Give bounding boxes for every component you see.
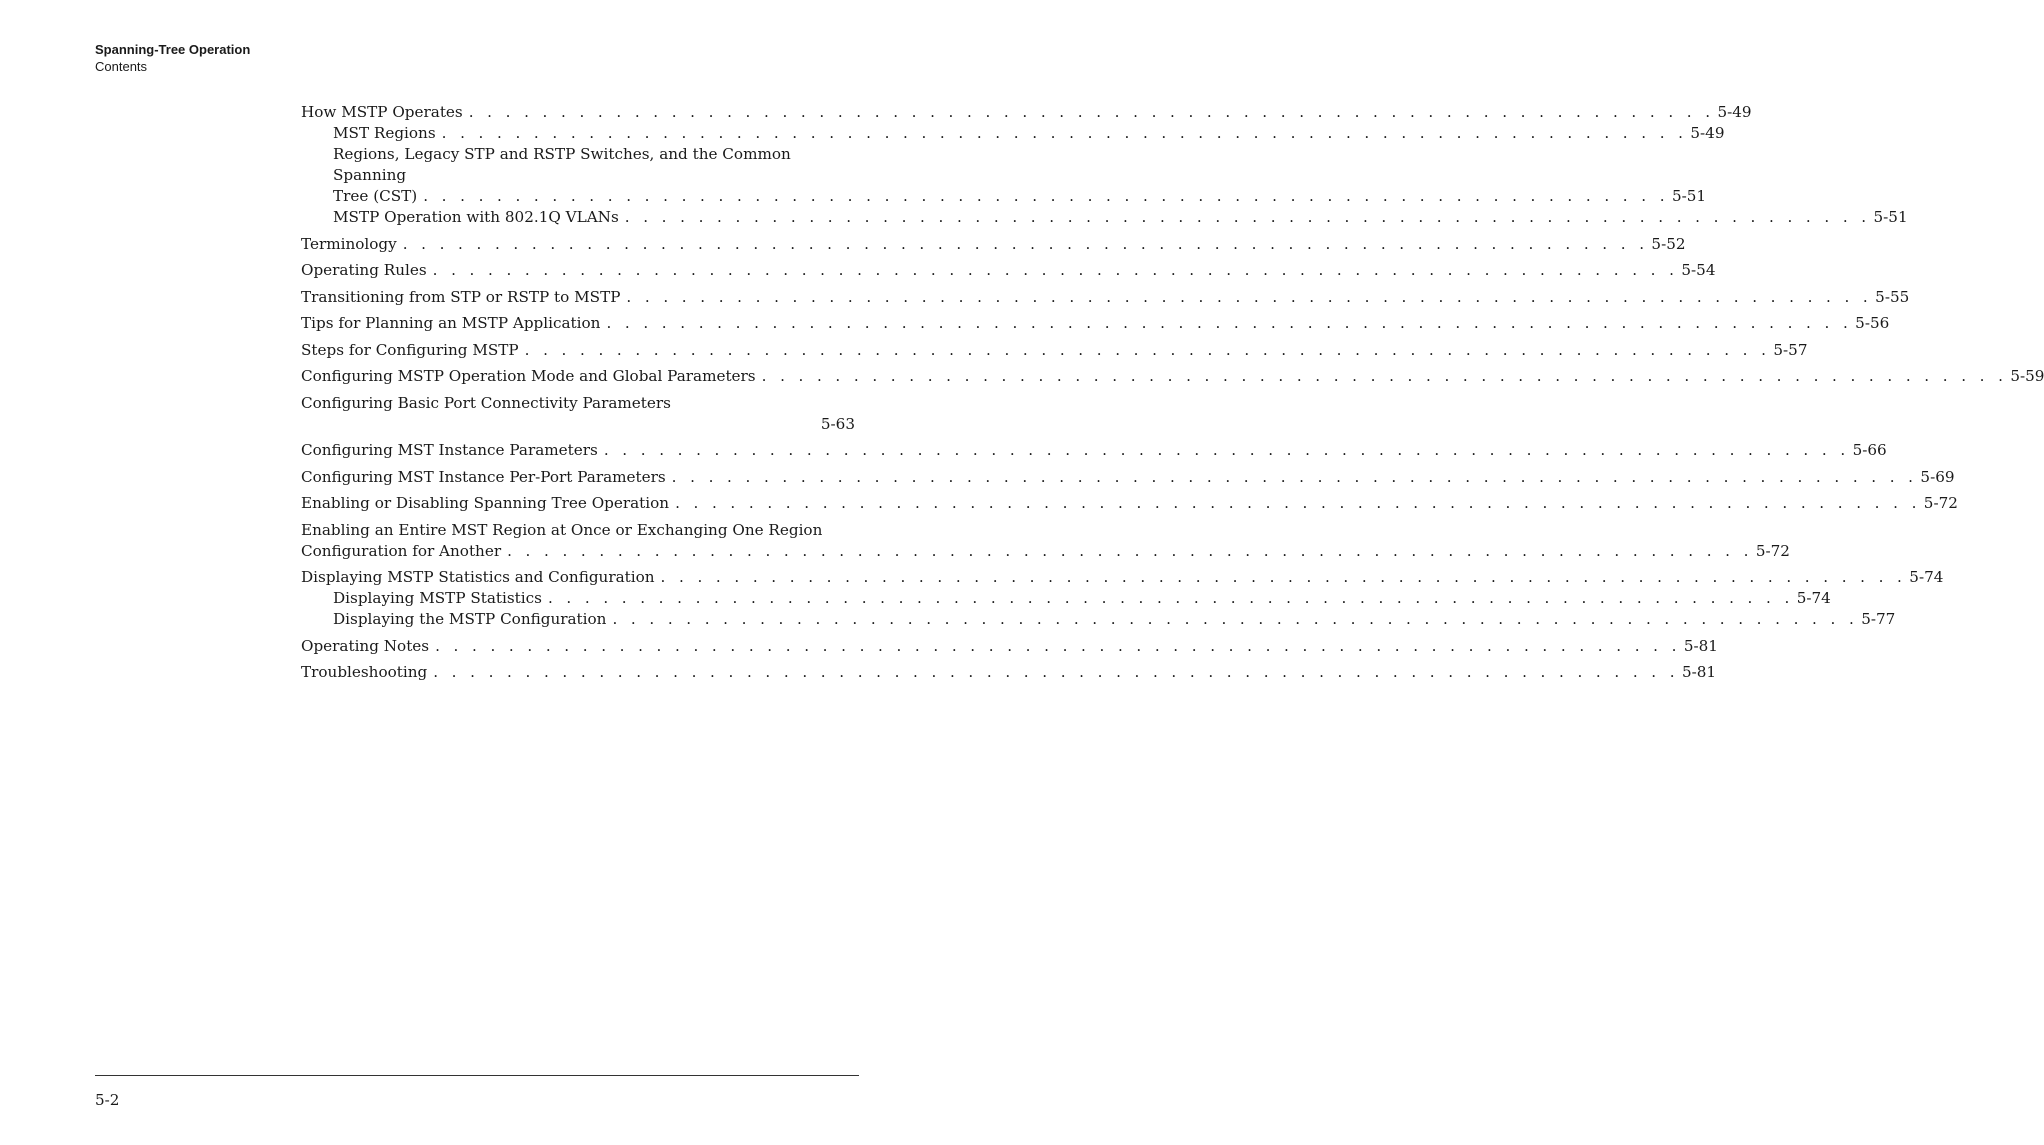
toc-entry-how-mstp-operates xyxy=(301,102,1908,228)
toc-page-number: 5-49 xyxy=(1690,124,1725,142)
toc-subentry-configuration[interactable] xyxy=(301,609,1896,630)
toc-entry-title: Displaying MSTP Statistics and Configuration xyxy=(301,568,655,586)
toc-row[interactable] xyxy=(301,541,1790,562)
toc-row[interactable] xyxy=(301,260,1716,281)
toc-page-number: 5-77 xyxy=(1861,610,1896,628)
toc-row[interactable] xyxy=(301,313,1890,334)
dot-leader: . . . . . . . . . . . . . . . . . . . . . . . . . . . . . . . . . . . . . . . . . . . . . . . . . . . . . . . . . . . . . . . . . . . . xyxy=(606,314,1853,332)
toc-row[interactable] xyxy=(301,467,1955,488)
dot-leader: . . . . . . . . . . . . . . . . . . . . . . . . . . . . . . . . . . . . . . . . . . . . . . . . . . . . . . . . . . . . . . . . . . . . xyxy=(547,589,1794,607)
toc-entry-enable-disable xyxy=(301,493,1958,514)
dot-leader: . . . . . . . . . . . . . . . . . . . . . . . . . . . . . . . . . . . . . . . . . . . . . . . . . . . . . . . . . . . . . . . . . . . . xyxy=(507,541,1753,560)
toc-entry-op-mode xyxy=(301,366,2044,387)
toc-row[interactable] xyxy=(301,493,1958,514)
toc-page-number: 5-72 xyxy=(1755,541,1790,560)
toc-page-number: 5-57 xyxy=(1773,340,1808,359)
dot-leader: . . . . . . . . . . . . . . . . . . . . . . . . . . . . . . . . . . . . . . . . . . . . . . . . . . . . . . . . . . . . . . . . . . . . xyxy=(423,187,1669,205)
toc-page-number[interactable]: 5-63 xyxy=(820,414,855,433)
toc-entry-title[interactable]: Configuring Basic Port Connectivity Parameters xyxy=(301,393,671,412)
toc-page-number: 5-51 xyxy=(1671,187,1707,205)
toc-row[interactable] xyxy=(301,102,1752,123)
toc-entry-title: Enabling or Disabling Spanning Tree Operation xyxy=(301,494,670,512)
toc-entry-title: Transitioning from STP or RSTP to MSTP xyxy=(301,287,621,306)
toc-page-number: 5-59 xyxy=(2010,367,2044,385)
dot-leader: . . . . . . . . . . . . . . . . . . . . . . . . . . . . . . . . . . . . . . . . . . . . . . . . . . . . . . . . . . . . . . . . . . . . xyxy=(433,663,1679,681)
toc-entry-title: Terminology xyxy=(301,234,397,253)
toc-entry-transitioning xyxy=(301,287,1910,308)
dot-leader: . . . . . . . . . . . . . . . . . . . . . . . . . . . . . . . . . . . . . . . . . . . . . . . . . . . . . . . . . . . . . . . . . . . . xyxy=(441,124,1688,142)
toc-entry-title: Configuring MST Instance Parameters xyxy=(301,441,598,459)
toc-page-number: 5-74 xyxy=(1796,589,1831,607)
toc-row[interactable] xyxy=(301,366,2044,387)
toc-page-number: 5-56 xyxy=(1855,314,1890,332)
toc-subentry-regions-legacy[interactable] xyxy=(301,186,1707,207)
toc-row[interactable] xyxy=(301,340,1808,361)
toc-row[interactable] xyxy=(301,440,1887,461)
toc-page-number: 5-81 xyxy=(1683,636,1718,655)
toc-entry-tips xyxy=(301,313,1890,334)
dot-leader: . . . . . . . . . . . . . . . . . . . . . . . . . . . . . . . . . . . . . . . . . . . . . . . . . . . . . . . . . . . . . . . . . . . . xyxy=(432,261,1679,279)
toc-entry-title: Tips for Planning an MSTP Application xyxy=(301,314,601,332)
toc-entry-steps xyxy=(301,340,1808,361)
toc-page-number: 5-51 xyxy=(1873,208,1908,226)
dot-leader: . . . . . . . . . . . . . . . . . . . . . . . . . . . . . . . . . . . . . . . . . . . . . . . . . . . . . . . . . . . . . . . . . . . . xyxy=(671,467,1918,486)
toc-subentry-statistics[interactable] xyxy=(301,588,1831,609)
dot-leader: . . . . . . . . . . . . . . . . . . . . . . . . . . . . . . . . . . . . . . . . . . . . . . . . . . . . . . . . . . . . . . . . . . . . xyxy=(524,340,1771,359)
toc-page-number: 5-55 xyxy=(1875,287,1910,306)
toc-entry-port-connectivity xyxy=(301,393,855,435)
toc-entry-title: Operating Rules xyxy=(301,261,427,279)
dot-leader: . . . . . . . . . . . . . . . . . . . . . . . . . . . . . . . . . . . . . . . . . . . . . . . . . . . . . . . . . . . . . . . . . . . . xyxy=(675,494,1921,512)
toc-entry-mst-per-port xyxy=(301,467,1955,488)
page-number: 5-2 xyxy=(95,1091,120,1109)
toc-row[interactable] xyxy=(301,287,1910,308)
toc-entry-title: Displaying MSTP Statistics xyxy=(333,589,542,607)
toc-entry-operating-notes xyxy=(301,636,1718,657)
running-head-title: Spanning-Tree Operation xyxy=(95,42,251,57)
dot-leader: . . . . . . . . . . . . . . . . . . . . . . . . . . . . . . . . . . . . . . . . . . . . . . . . . . . . . . . . . . . . . . . . . . . . xyxy=(626,287,1873,306)
toc-row[interactable] xyxy=(301,567,1944,588)
toc-subentry-mstp-802-1q[interactable] xyxy=(301,207,1908,228)
toc-entry-mst-instance xyxy=(301,440,1887,461)
toc-subentry-mst-regions[interactable] xyxy=(301,123,1725,144)
toc-entry-title: How MSTP Operates xyxy=(301,103,463,121)
toc-page-number: 5-52 xyxy=(1651,234,1686,253)
toc-entry-title: Configuring MSTP Operation Mode and Global Parameters xyxy=(301,367,756,385)
toc-entry-title: MSTP Operation with 802.1Q VLANs xyxy=(333,208,619,226)
toc-entry-title: Configuring MST Instance Per-Port Parameters xyxy=(301,467,666,486)
toc-entry-displaying xyxy=(301,567,1944,630)
dot-leader: . . . . . . . . . . . . . . . . . . . . . . . . . . . . . . . . . . . . . . . . . . . . . . . . . . . . . . . . . . . . . . . . . . . . xyxy=(624,208,1871,226)
toc-page-number: 5-81 xyxy=(1681,663,1717,681)
dot-leader: . . . . . . . . . . . . . . . . . . . . . . . . . . . . . . . . . . . . . . . . . . . . . . . . . . . . . . . . . . . . . . . . . . . . xyxy=(761,367,2008,385)
toc-entry-troubleshooting xyxy=(301,662,1717,683)
dot-leader: . . . . . . . . . . . . . . . . . . . . . . . . . . . . . . . . . . . . . . . . . . . . . . . . . . . . . . . . . . . . . . . . . . . . xyxy=(612,610,1859,628)
running-head-subtitle: Contents xyxy=(95,59,148,74)
toc-entry-terminology xyxy=(301,234,1686,255)
toc-entry-title: MST Regions xyxy=(333,124,436,142)
dot-leader: . . . . . . . . . . . . . . . . . . . . . . . . . . . . . . . . . . . . . . . . . . . . . . . . . . . . . . . . . . . . . . . . . . . . xyxy=(603,441,1850,459)
toc-entry-title: Operating Notes xyxy=(301,636,430,655)
toc-row[interactable] xyxy=(301,636,1718,657)
toc-entry-title: Configuration for Another xyxy=(301,541,502,560)
toc-page-number: 5-54 xyxy=(1681,261,1716,279)
footer-rule xyxy=(95,1075,859,1076)
toc-subentry-regions-legacy-line1[interactable]: Regions, Legacy STP and RSTP Switches, and the Common Spanning xyxy=(333,145,791,184)
toc-entry-title-line1[interactable]: Enabling an Entire MST Region at Once or Exchanging One Region xyxy=(301,520,823,539)
table-of-contents xyxy=(301,102,2044,689)
toc-entry-entire-region xyxy=(301,520,1790,562)
toc-page-number: 5-74 xyxy=(1909,568,1944,586)
toc-page-number: 5-49 xyxy=(1717,103,1752,121)
toc-row[interactable] xyxy=(301,662,1717,683)
toc-entry-operating-rules xyxy=(301,260,1716,281)
toc-entry-title: Steps for Configuring MSTP xyxy=(301,340,519,359)
dot-leader: . . . . . . . . . . . . . . . . . . . . . . . . . . . . . . . . . . . . . . . . . . . . . . . . . . . . . . . . . . . . . . . . . . . . xyxy=(402,234,1649,253)
toc-entry-title: Troubleshooting xyxy=(301,663,428,681)
dot-leader: . . . . . . . . . . . . . . . . . . . . . . . . . . . . . . . . . . . . . . . . . . . . . . . . . . . . . . . . . . . . . . . . . . . . xyxy=(435,636,1681,655)
toc-entry-title: Displaying the MSTP Configuration xyxy=(333,610,607,628)
toc-page-number: 5-66 xyxy=(1852,441,1887,459)
dot-leader: . . . . . . . . . . . . . . . . . . . . . . . . . . . . . . . . . . . . . . . . . . . . . . . . . . . . . . . . . . . . . . . . . . . . xyxy=(660,568,1907,586)
toc-entry-title: Tree (CST) xyxy=(333,187,418,205)
running-head xyxy=(95,41,250,75)
toc-row[interactable] xyxy=(301,234,1686,255)
dot-leader: . . . . . . . . . . . . . . . . . . . . . . . . . . . . . . . . . . . . . . . . . . . . . . . . . . . . . . . . . . . . . . . . . . . . xyxy=(468,103,1715,121)
toc-page-number: 5-72 xyxy=(1923,494,1958,512)
toc-page-number: 5-69 xyxy=(1920,467,1955,486)
